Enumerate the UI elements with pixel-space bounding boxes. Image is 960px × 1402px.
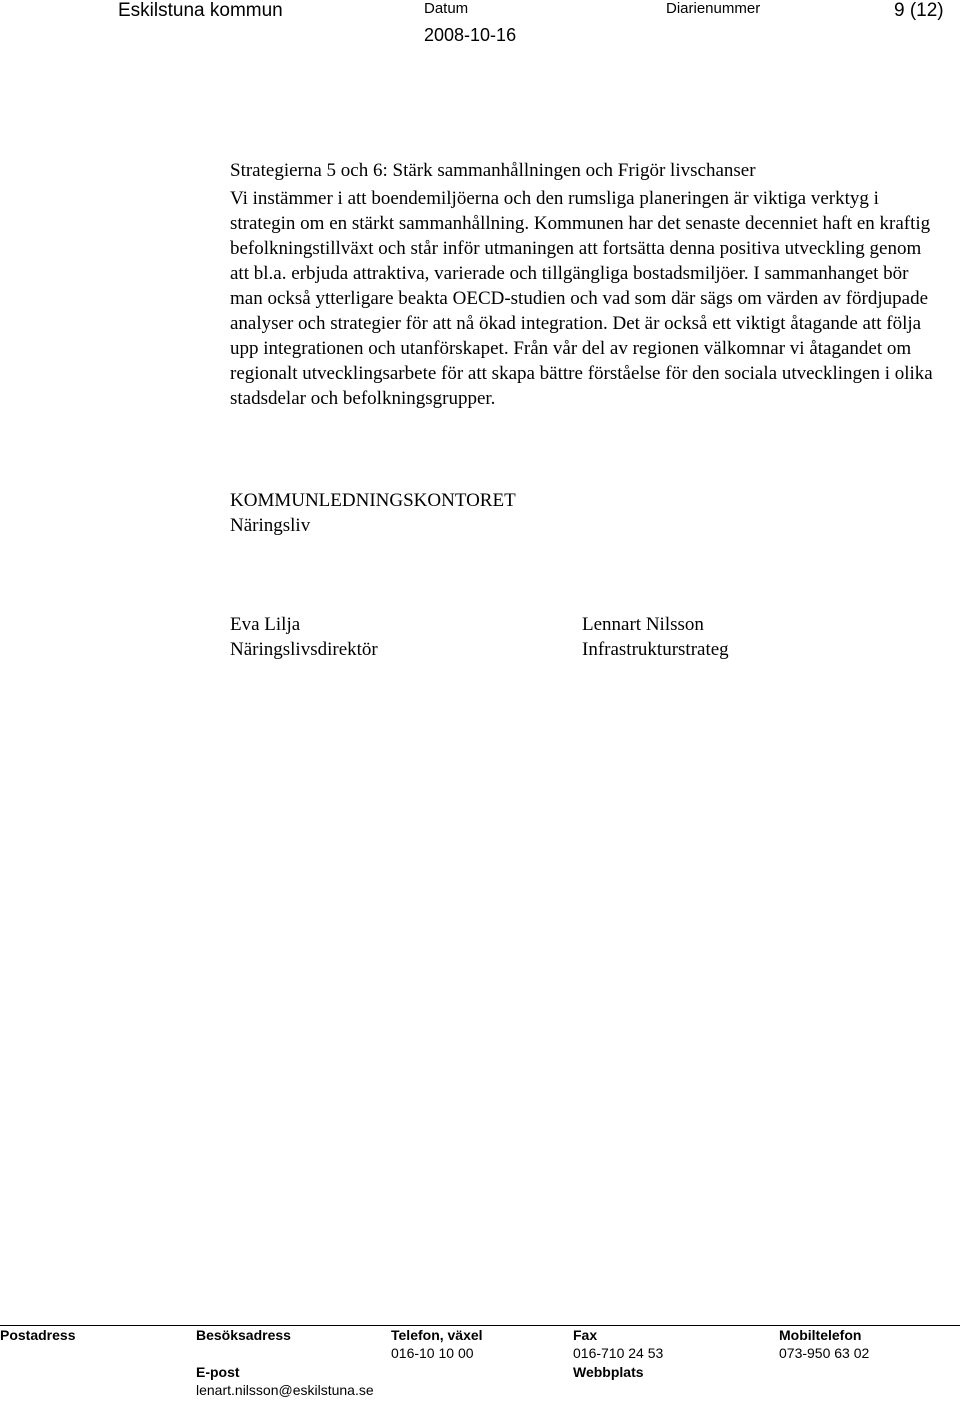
- footer-phone-label: Telefon, växel: [391, 1327, 483, 1343]
- footer-visiting-address-label: Besöksadress: [196, 1327, 291, 1343]
- footer-postal-address-label: Postadress: [0, 1327, 76, 1343]
- unit-name: Näringsliv: [230, 515, 311, 536]
- footer-mobile-value: 073-950 63 02: [779, 1345, 870, 1361]
- diary-number-label: Diarienummer: [666, 0, 761, 17]
- signatory-title: Näringslivsdirektör: [230, 639, 378, 660]
- date-value: 2008-10-16: [424, 25, 517, 45]
- footer-fax-value: 016-710 24 53: [573, 1345, 664, 1361]
- footer-website-label: Webbplats: [573, 1364, 644, 1380]
- department-name: KOMMUNLEDNINGSKONTORET: [230, 490, 516, 511]
- signature-block: [582, 612, 729, 662]
- footer-divider: [0, 1325, 960, 1326]
- footer-email-value[interactable]: lenart.nilsson@eskilstuna.se: [196, 1382, 374, 1398]
- section-heading: Strategierna 5 och 6: Stärk sammanhållningen och Frigör livschanser: [230, 160, 756, 181]
- signatory-name: Lennart Nilsson: [582, 614, 704, 635]
- page-number: 9 (12): [894, 0, 944, 21]
- organization-name: Eskilstuna kommun: [118, 0, 283, 21]
- signature-block: [230, 612, 378, 662]
- date-label: Datum: [424, 0, 469, 17]
- signatory-title: Infrastrukturstrateg: [582, 639, 729, 660]
- signatory-name: Eva Lilja: [230, 614, 301, 635]
- footer-fax-label: Fax: [573, 1327, 598, 1343]
- sender-block: [230, 488, 942, 538]
- paragraph-text: Vi instämmer i att boendemiljöerna och den rumsliga planeringen är viktiga verktyg i strategin om en stärkt sammanhållning. Kommunen har det senaste decenniet haft en kraftig befolkningstillväxt och står inför utmaningen att fortsätta denna positiva utveckling genom att bl.a. erbjuda attraktiva, varierade och tillgängliga bostadsmiljöer. I sammanhanget bör man också ytterligare beakta OECD-studien och vad som där sägs om värden av fördjupade analyser och strategier för att nå ökad integration. Det är också ett viktigt åtagande att följa upp integrationen och utanförskapet. Från vår del av regionen välkomnar vi åtagandet om regionalt utvecklingsarbete för att skapa bättre förståelse för den sociala utvecklingen i olika stadsdelar och befolkningsgrupper.: [230, 188, 933, 409]
- footer-phone-value: 016-10 10 00: [391, 1345, 474, 1361]
- body-paragraph: [230, 186, 942, 411]
- footer-email-label: E-post: [196, 1364, 240, 1380]
- footer-mobile-label: Mobiltelefon: [779, 1327, 862, 1343]
